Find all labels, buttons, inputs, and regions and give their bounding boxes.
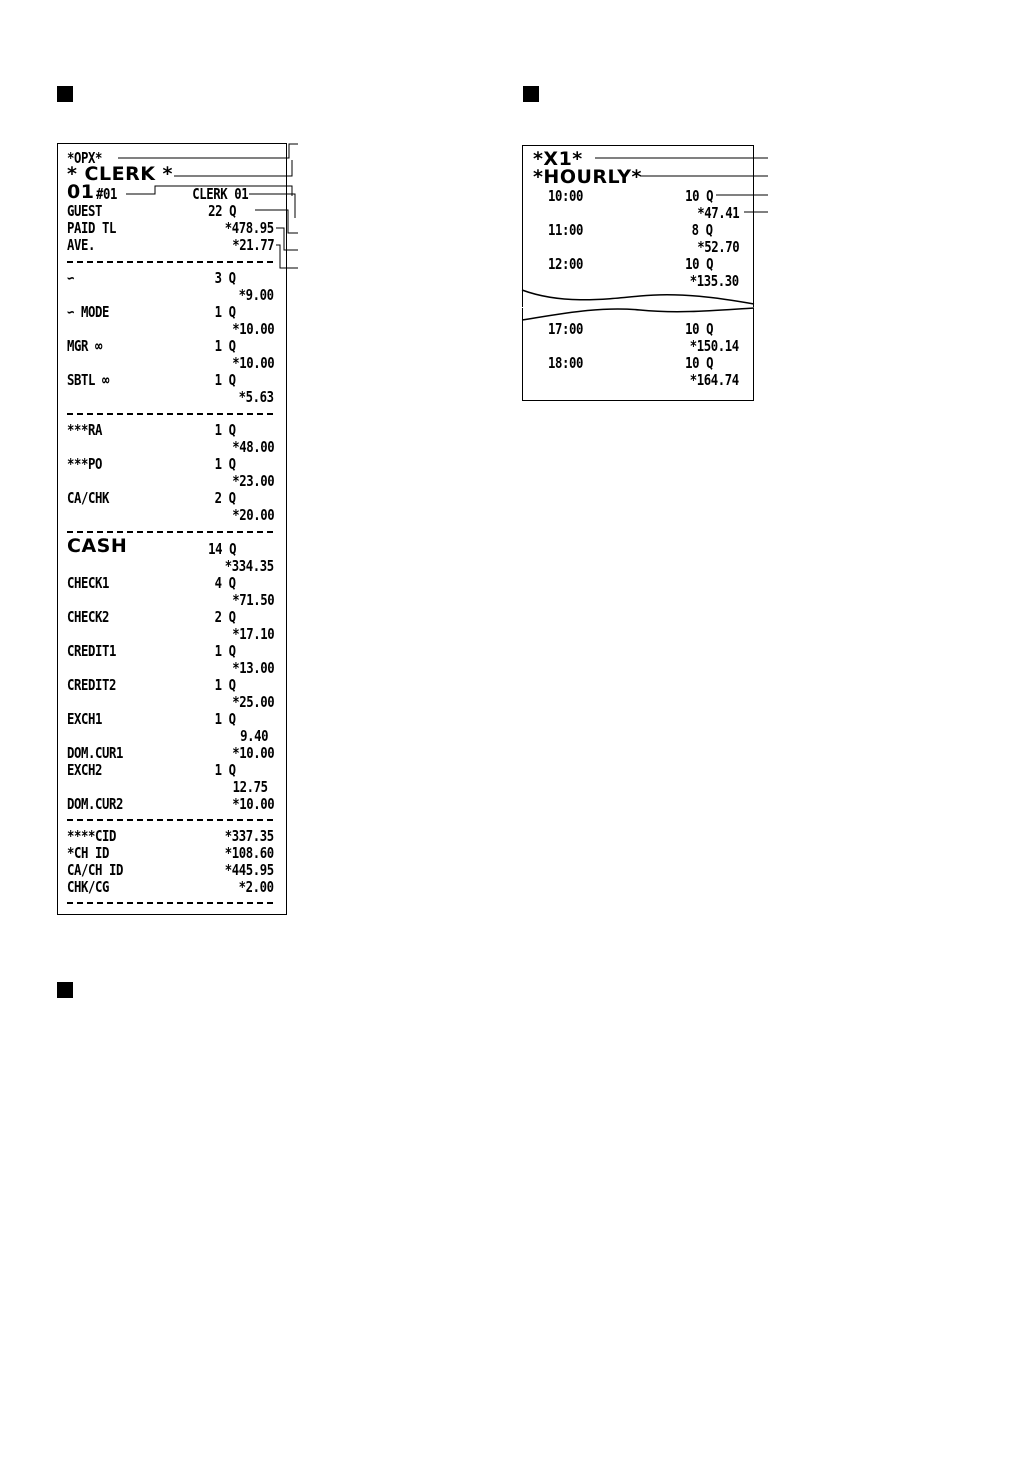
line-count: 1 Q <box>215 303 236 321</box>
line-amount: *5.63 <box>239 388 274 406</box>
line-amount: *17.10 <box>232 625 274 643</box>
line-label: ∽ MODE <box>67 303 109 321</box>
hour-time: 12:00 <box>548 255 583 273</box>
total-amount: *445.95 <box>225 861 274 879</box>
cash-count: 14 Q <box>208 540 236 558</box>
exch2-count: 1 Q <box>215 761 236 779</box>
hour-amount: *164.74 <box>690 371 739 389</box>
line-count: 1 Q <box>215 455 236 473</box>
line-count: 1 Q <box>215 421 236 439</box>
dom-cur2-label: DOM.CUR2 <box>67 795 123 813</box>
line-label: CHECK1 <box>67 574 109 592</box>
average-value: *21.77 <box>232 236 274 254</box>
line-label: ***PO <box>67 455 102 473</box>
total-label: CHK/CG <box>67 878 109 896</box>
clerk-code: 01 <box>67 181 95 203</box>
hour-count: 10 Q <box>685 320 713 338</box>
line-amount: *23.00 <box>232 472 274 490</box>
guest-label: GUEST <box>67 202 102 220</box>
paid-total-label: PAID TL <box>67 219 116 237</box>
line-label: CREDIT1 <box>67 642 116 660</box>
line-amount: *20.00 <box>232 506 274 524</box>
average-label: AVE. <box>67 236 95 254</box>
line-amount: *48.00 <box>232 438 274 456</box>
clerk-name: CLERK 01 <box>192 185 248 203</box>
total-amount: *108.60 <box>225 844 274 862</box>
guest-count: 22 Q <box>208 202 236 220</box>
line-count: 2 Q <box>215 608 236 626</box>
exch1-label: EXCH1 <box>67 710 102 728</box>
line-label: SBTL ∞ <box>67 371 109 389</box>
hourly-title: *HOURLY* <box>533 166 642 188</box>
exch2-foreign: 12.75 <box>233 778 268 796</box>
line-label: ∽ <box>67 269 74 287</box>
hour-amount: *135.30 <box>690 272 739 290</box>
line-amount: *25.00 <box>232 693 274 711</box>
exch2-label: EXCH2 <box>67 761 102 779</box>
paid-total-value: *478.95 <box>225 219 274 237</box>
line-amount: *71.50 <box>232 591 274 609</box>
cash-label: CASH <box>67 535 128 557</box>
line-count: 1 Q <box>215 676 236 694</box>
line-label: CHECK2 <box>67 608 109 626</box>
hour-time: 18:00 <box>548 354 583 372</box>
hour-time: 11:00 <box>548 221 583 239</box>
line-label: MGR ∞ <box>67 337 102 355</box>
exch1-count: 1 Q <box>215 710 236 728</box>
torn-edge-top <box>522 290 754 304</box>
total-label: *CH ID <box>67 844 109 862</box>
total-label: ****CID <box>67 827 116 845</box>
line-label: CA/CHK <box>67 489 109 507</box>
hourly-header-mode: *X1* <box>533 148 583 170</box>
dom-cur1-amount: *10.00 <box>232 744 274 762</box>
total-label: CA/CH ID <box>67 861 123 879</box>
line-label: ***RA <box>67 421 102 439</box>
hour-count: 10 Q <box>685 255 713 273</box>
hour-count: 10 Q <box>685 187 713 205</box>
hour-count: 10 Q <box>685 354 713 372</box>
torn-edge-bottom <box>522 308 754 320</box>
line-count: 2 Q <box>215 489 236 507</box>
line-count: 1 Q <box>215 371 236 389</box>
cash-amount: *334.35 <box>225 557 274 575</box>
total-amount: *337.35 <box>225 827 274 845</box>
line-amount: *13.00 <box>232 659 274 677</box>
line-count: 1 Q <box>215 642 236 660</box>
line-amount: *10.00 <box>232 320 274 338</box>
line-label: CREDIT2 <box>67 676 116 694</box>
line-count: 1 Q <box>215 337 236 355</box>
header-mode: *OPX* <box>67 149 102 167</box>
hour-time: 17:00 <box>548 320 583 338</box>
hour-count: 8 Q <box>692 221 713 239</box>
hour-amount: *47.41 <box>697 204 739 222</box>
line-amount: *10.00 <box>232 354 274 372</box>
total-amount: *2.00 <box>239 878 274 896</box>
dom-cur2-amount: *10.00 <box>232 795 274 813</box>
line-amount: *9.00 <box>239 286 274 304</box>
line-count: 4 Q <box>215 574 236 592</box>
report-title: * CLERK * <box>67 163 173 185</box>
hour-amount: *52.70 <box>697 238 739 256</box>
clerk-number: #01 <box>96 185 117 203</box>
exch1-foreign: 9.40 <box>240 727 268 745</box>
line-count: 3 Q <box>215 269 236 287</box>
dom-cur1-label: DOM.CUR1 <box>67 744 123 762</box>
hour-time: 10:00 <box>548 187 583 205</box>
hour-amount: *150.14 <box>690 337 739 355</box>
